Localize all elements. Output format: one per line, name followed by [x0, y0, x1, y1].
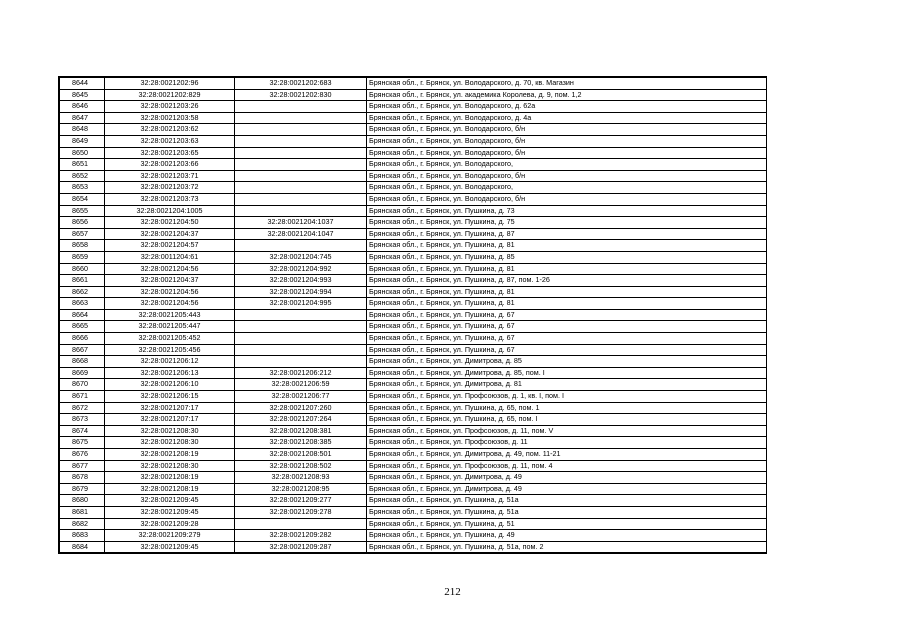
object-number-cell [235, 333, 367, 345]
row-number-cell: 8669 [60, 367, 105, 379]
object-number-cell [235, 101, 367, 113]
address-cell: Брянская обл., г. Брянск, ул. Володарского, б/н [367, 124, 767, 136]
cadastral-number-cell: 32:28:0021207:17 [105, 402, 235, 414]
address-cell: Брянская обл., г. Брянск, ул. Пушкина, д. 67 [367, 333, 767, 345]
address-cell: Брянская обл., г. Брянск, ул. Пушкина, д. 85 [367, 251, 767, 263]
table-row [60, 124, 767, 136]
address-cell: Брянская обл., г. Брянск, ул. Пушкина, д. 87 [367, 228, 767, 240]
address-cell: Брянская обл., г. Брянск, ул. Димитрова, д. 49, пом. 11-21 [367, 449, 767, 461]
table-row [60, 472, 767, 484]
table-row [60, 89, 767, 101]
address-cell: Брянская обл., г. Брянск, ул. Пушкина, д. 87, пом. 1-26 [367, 275, 767, 287]
address-cell: Брянская обл., г. Брянск, ул. Пушкина, д. 81 [367, 263, 767, 275]
cadastral-number-cell: 32:28:0021205:447 [105, 321, 235, 333]
object-number-cell [235, 159, 367, 171]
object-number-cell: 32:28:0021204:994 [235, 286, 367, 298]
cadastral-number-cell: 32:28:0021204:50 [105, 217, 235, 229]
object-number-cell: 32:28:0021204:1047 [235, 228, 367, 240]
address-cell: Брянская обл., г. Брянск, ул. Володарского, д. 62а [367, 101, 767, 113]
address-cell: Брянская обл., г. Брянск, ул. Володарского, б/н [367, 170, 767, 182]
cadastral-number-cell: 32:28:0021202:829 [105, 89, 235, 101]
object-number-cell: 32:28:0021204:995 [235, 298, 367, 310]
row-number-cell: 8667 [60, 344, 105, 356]
row-number-cell: 8646 [60, 101, 105, 113]
table-row [60, 112, 767, 124]
table-row [60, 356, 767, 368]
object-number-cell: 32:28:0021208:381 [235, 425, 367, 437]
row-number-cell: 8657 [60, 228, 105, 240]
cadastral-number-cell: 32:28:0021203:62 [105, 124, 235, 136]
row-number-cell: 8677 [60, 460, 105, 472]
object-number-cell: 32:28:0021209:278 [235, 506, 367, 518]
address-cell: Брянская обл., г. Брянск, ул. Пушкина, д. 75 [367, 217, 767, 229]
address-cell: Брянская обл., г. Брянск, ул. Володарского, [367, 182, 767, 194]
cadastral-number-cell: 32:28:0021204:56 [105, 286, 235, 298]
object-number-cell: 32:28:0021207:264 [235, 414, 367, 426]
address-cell: Брянская обл., г. Брянск, ул. Пушкина, д. 51а, пом. 2 [367, 541, 767, 553]
row-number-cell: 8682 [60, 518, 105, 530]
row-number-cell: 8660 [60, 263, 105, 275]
table-row [60, 101, 767, 113]
table-row [60, 333, 767, 345]
table-row [60, 251, 767, 263]
cadastral-number-cell: 32:28:0021209:45 [105, 495, 235, 507]
row-number-cell: 8661 [60, 275, 105, 287]
row-number-cell: 8650 [60, 147, 105, 159]
address-cell: Брянская обл., г. Брянск, ул. Пушкина, д. 81 [367, 298, 767, 310]
row-number-cell: 8652 [60, 170, 105, 182]
table-row [60, 170, 767, 182]
cadastral-number-cell: 32:28:0021204:37 [105, 228, 235, 240]
row-number-cell: 8645 [60, 89, 105, 101]
cadastral-number-cell: 32:28:0011204:61 [105, 251, 235, 263]
table-row [60, 240, 767, 252]
address-cell: Брянская обл., г. Брянск, ул. Пушкина, д. 67 [367, 309, 767, 321]
object-number-cell [235, 112, 367, 124]
table-row [60, 437, 767, 449]
cadastral-number-cell: 32:28:0021203:65 [105, 147, 235, 159]
table-row [60, 228, 767, 240]
row-number-cell: 8665 [60, 321, 105, 333]
row-number-cell: 8659 [60, 251, 105, 263]
object-number-cell [235, 321, 367, 333]
row-number-cell: 8654 [60, 193, 105, 205]
registry-table [59, 77, 767, 553]
cadastral-number-cell: 32:28:0021208:30 [105, 460, 235, 472]
address-cell: Брянская обл., г. Брянск, ул. Володарского, д. 70, кв. Магазин [367, 78, 767, 90]
table-row [60, 379, 767, 391]
row-number-cell: 8649 [60, 135, 105, 147]
row-number-cell: 8648 [60, 124, 105, 136]
table-row [60, 286, 767, 298]
address-cell: Брянская обл., г. Брянск, ул. Димитрова, д. 49 [367, 483, 767, 495]
row-number-cell: 8672 [60, 402, 105, 414]
cadastral-number-cell: 32:28:0021208:19 [105, 449, 235, 461]
table-row [60, 495, 767, 507]
row-number-cell: 8668 [60, 356, 105, 368]
table-row [60, 135, 767, 147]
row-number-cell: 8684 [60, 541, 105, 553]
row-number-cell: 8658 [60, 240, 105, 252]
row-number-cell: 8651 [60, 159, 105, 171]
object-number-cell: 32:28:0021202:683 [235, 78, 367, 90]
row-number-cell: 8664 [60, 309, 105, 321]
address-cell: Брянская обл., г. Брянск, ул. Володарского, б/н [367, 147, 767, 159]
cadastral-number-cell: 32:28:0021206:13 [105, 367, 235, 379]
cadastral-number-cell: 32:28:0021209:28 [105, 518, 235, 530]
cadastral-number-cell: 32:28:0021208:19 [105, 483, 235, 495]
cadastral-number-cell: 32:28:0021206:12 [105, 356, 235, 368]
cadastral-number-cell: 32:28:0021203:66 [105, 159, 235, 171]
object-number-cell [235, 309, 367, 321]
row-number-cell: 8676 [60, 449, 105, 461]
object-number-cell: 32:28:0021204:1037 [235, 217, 367, 229]
table-row [60, 414, 767, 426]
cadastral-number-cell: 32:28:0021206:10 [105, 379, 235, 391]
object-number-cell: 32:28:0021208:385 [235, 437, 367, 449]
object-number-cell: 32:28:0021204:993 [235, 275, 367, 287]
object-number-cell: 32:28:0021209:287 [235, 541, 367, 553]
object-number-cell: 32:28:0021206:212 [235, 367, 367, 379]
address-cell: Брянская обл., г. Брянск, ул. Пушкина, д. 67 [367, 344, 767, 356]
row-number-cell: 8674 [60, 425, 105, 437]
object-number-cell: 32:28:0021207:260 [235, 402, 367, 414]
address-cell: Брянская обл., г. Брянск, ул. Димитрова, д. 85, пом. I [367, 367, 767, 379]
cadastral-number-cell: 32:28:0021209:279 [105, 530, 235, 542]
object-number-cell [235, 205, 367, 217]
table-row [60, 159, 767, 171]
address-cell: Брянская обл., г. Брянск, ул. Димитрова, д. 81 [367, 379, 767, 391]
address-cell: Брянская обл., г. Брянск, ул. Димитрова, д. 85 [367, 356, 767, 368]
table-row [60, 530, 767, 542]
cadastral-number-cell: 32:28:0021205:452 [105, 333, 235, 345]
object-number-cell [235, 182, 367, 194]
cadastral-number-cell: 32:28:0021209:45 [105, 506, 235, 518]
object-number-cell: 32:28:0021208:502 [235, 460, 367, 472]
table-row [60, 263, 767, 275]
address-cell: Брянская обл., г. Брянск, ул. Володарского, б/н [367, 135, 767, 147]
cadastral-number-cell: 32:28:0021203:72 [105, 182, 235, 194]
table-row [60, 367, 767, 379]
row-number-cell: 8663 [60, 298, 105, 310]
row-number-cell: 8647 [60, 112, 105, 124]
object-number-cell: 32:28:0021208:93 [235, 472, 367, 484]
object-number-cell: 32:28:0021204:745 [235, 251, 367, 263]
address-cell: Брянская обл., г. Брянск, ул. Пушкина, д. 81 [367, 240, 767, 252]
cadastral-number-cell: 32:28:0021204:1005 [105, 205, 235, 217]
cadastral-number-cell: 32:28:0021202:96 [105, 78, 235, 90]
address-cell: Брянская обл., г. Брянск, ул. Пушкина, д. 65, пом. I [367, 414, 767, 426]
cadastral-number-cell: 32:28:0021204:37 [105, 275, 235, 287]
cadastral-number-cell: 32:28:0021208:19 [105, 472, 235, 484]
address-cell: Брянская обл., г. Брянск, ул. Пушкина, д. 81 [367, 286, 767, 298]
cadastral-number-cell: 32:28:0021206:15 [105, 391, 235, 403]
object-number-cell [235, 135, 367, 147]
cadastral-number-cell: 32:28:0021205:456 [105, 344, 235, 356]
object-number-cell: 32:28:0021204:992 [235, 263, 367, 275]
cadastral-number-cell: 32:28:0021205:443 [105, 309, 235, 321]
table-row [60, 182, 767, 194]
table-row [60, 391, 767, 403]
object-number-cell [235, 518, 367, 530]
address-cell: Брянская обл., г. Брянск, ул. Володарского, д. 4а [367, 112, 767, 124]
object-number-cell [235, 170, 367, 182]
object-number-cell: 32:28:0021208:95 [235, 483, 367, 495]
object-number-cell: 32:28:0021206:77 [235, 391, 367, 403]
cadastral-number-cell: 32:28:0021204:56 [105, 298, 235, 310]
cadastral-number-cell: 32:28:0021208:30 [105, 425, 235, 437]
cadastral-number-cell: 32:28:0021203:26 [105, 101, 235, 113]
address-cell: Брянская обл., г. Брянск, ул. Пушкина, д. 51 [367, 518, 767, 530]
object-number-cell: 32:28:0021208:501 [235, 449, 367, 461]
row-number-cell: 8670 [60, 379, 105, 391]
table-row [60, 217, 767, 229]
table-row [60, 205, 767, 217]
table-row [60, 506, 767, 518]
table-row [60, 344, 767, 356]
row-number-cell: 8662 [60, 286, 105, 298]
address-cell: Брянская обл., г. Брянск, ул. Пушкина, д. 51а [367, 495, 767, 507]
object-number-cell [235, 356, 367, 368]
address-cell: Брянская обл., г. Брянск, ул. Пушкина, д. 67 [367, 321, 767, 333]
address-cell: Брянская обл., г. Брянск, ул. Профсоюзов, д. 11, пом. 4 [367, 460, 767, 472]
address-cell: Брянская обл., г. Брянск, ул. Профсоюзов, д. 1, кв. I, пом. I [367, 391, 767, 403]
row-number-cell: 8681 [60, 506, 105, 518]
page-number: 212 [444, 586, 461, 598]
row-number-cell: 8644 [60, 78, 105, 90]
object-number-cell [235, 344, 367, 356]
row-number-cell: 8656 [60, 217, 105, 229]
table-row [60, 449, 767, 461]
address-cell: Брянская обл., г. Брянск, ул. Володарского, [367, 159, 767, 171]
object-number-cell [235, 147, 367, 159]
address-cell: Брянская обл., г. Брянск, ул. Володарского, б/н [367, 193, 767, 205]
address-cell: Брянская обл., г. Брянск, ул. академика Королева, д. 9, пом. 1,2 [367, 89, 767, 101]
row-number-cell: 8679 [60, 483, 105, 495]
address-cell: Брянская обл., г. Брянск, ул. Профсоюзов, д. 11, пом. V [367, 425, 767, 437]
cadastral-number-cell: 32:28:0021208:30 [105, 437, 235, 449]
address-cell: Брянская обл., г. Брянск, ул. Пушкина, д. 49 [367, 530, 767, 542]
registry-table-body [60, 78, 767, 553]
cadastral-number-cell: 32:28:0021203:63 [105, 135, 235, 147]
table-row [60, 309, 767, 321]
table-row [60, 298, 767, 310]
table-row [60, 275, 767, 287]
address-cell: Брянская обл., г. Брянск, ул. Пушкина, д. 51а [367, 506, 767, 518]
object-number-cell: 32:28:0021206:59 [235, 379, 367, 391]
table-row [60, 402, 767, 414]
table-row [60, 78, 767, 90]
row-number-cell: 8673 [60, 414, 105, 426]
cadastral-number-cell: 32:28:0021207:17 [105, 414, 235, 426]
table-row [60, 518, 767, 530]
cadastral-number-cell: 32:28:0021203:73 [105, 193, 235, 205]
cadastral-number-cell: 32:28:0021204:57 [105, 240, 235, 252]
cadastral-number-cell: 32:28:0021203:71 [105, 170, 235, 182]
cadastral-number-cell: 32:28:0021203:58 [105, 112, 235, 124]
row-number-cell: 8678 [60, 472, 105, 484]
row-number-cell: 8655 [60, 205, 105, 217]
object-number-cell [235, 124, 367, 136]
table-row [60, 460, 767, 472]
object-number-cell [235, 240, 367, 252]
address-cell: Брянская обл., г. Брянск, ул. Пушкина, д. 73 [367, 205, 767, 217]
row-number-cell: 8675 [60, 437, 105, 449]
object-number-cell [235, 193, 367, 205]
table-row [60, 483, 767, 495]
table-row [60, 541, 767, 553]
address-cell: Брянская обл., г. Брянск, ул. Пушкина, д. 65, пом. 1 [367, 402, 767, 414]
object-number-cell: 32:28:0021202:830 [235, 89, 367, 101]
object-number-cell: 32:28:0021209:277 [235, 495, 367, 507]
row-number-cell: 8653 [60, 182, 105, 194]
row-number-cell: 8671 [60, 391, 105, 403]
table-row [60, 425, 767, 437]
table-row [60, 147, 767, 159]
cadastral-number-cell: 32:28:0021209:45 [105, 541, 235, 553]
row-number-cell: 8680 [60, 495, 105, 507]
row-number-cell: 8666 [60, 333, 105, 345]
address-cell: Брянская обл., г. Брянск, ул. Димитрова, д. 49 [367, 472, 767, 484]
table-row [60, 193, 767, 205]
address-cell: Брянская обл., г. Брянск, ул. Профсоюзов, д. 11 [367, 437, 767, 449]
object-number-cell: 32:28:0021209:282 [235, 530, 367, 542]
cadastral-number-cell: 32:28:0021204:56 [105, 263, 235, 275]
table-row [60, 321, 767, 333]
row-number-cell: 8683 [60, 530, 105, 542]
